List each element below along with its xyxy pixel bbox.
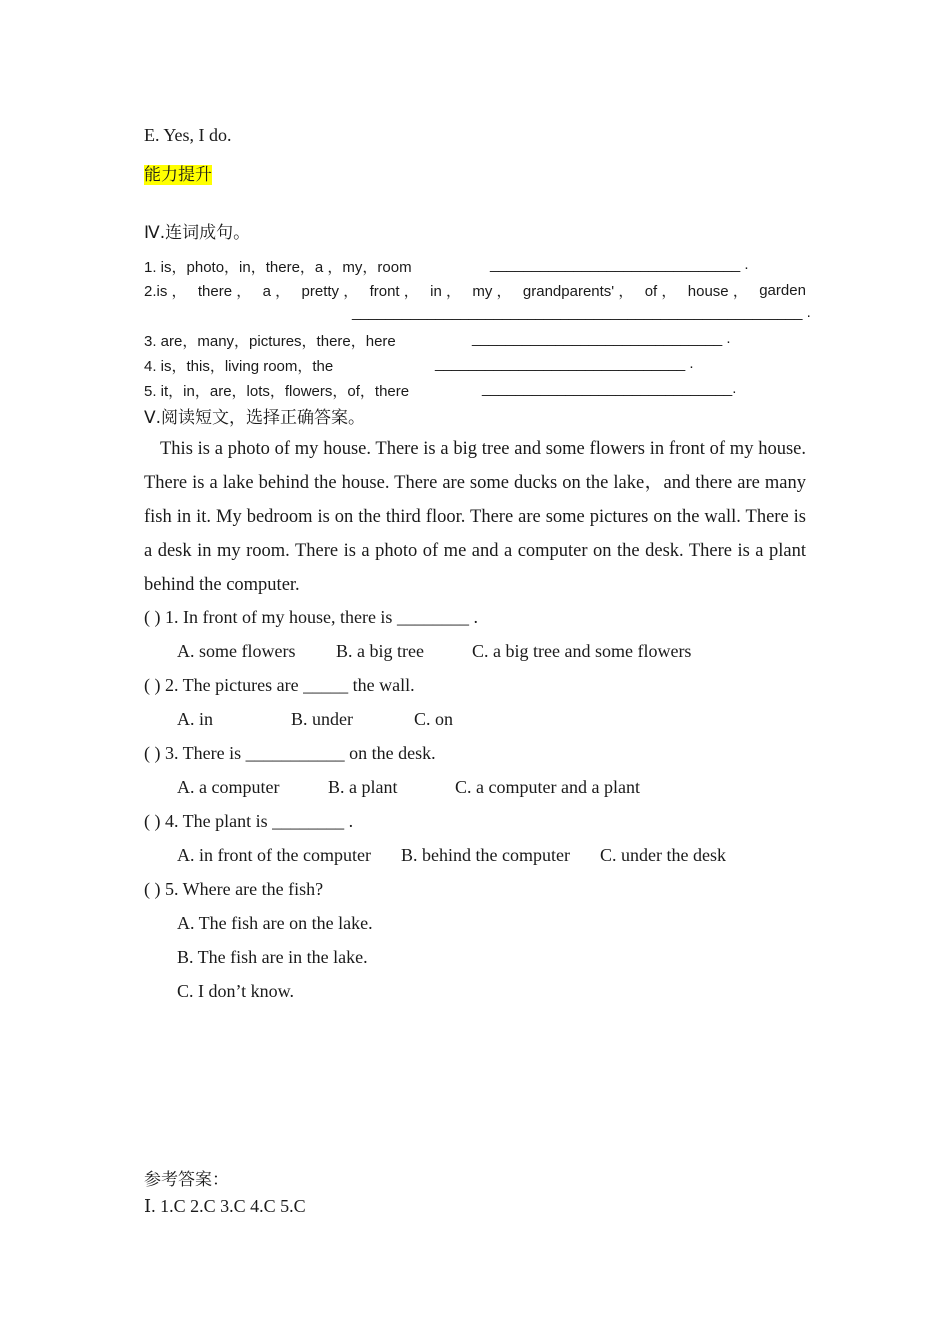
s4-item-2-word: front ， [369,282,419,300]
question-4-stem: ( ) 4. The plant is ________ . [144,811,354,831]
question-4-option-a: A. in front of the computer [177,845,371,865]
ability-heading [144,160,212,185]
s4-item-4-words: 4. is，this，living room，the [144,358,334,375]
question-4-option-b: B. behind the computer [401,845,570,865]
question-1-stem: ( ) 1. In front of my house, there is ________ . [144,607,478,627]
s4-item-2-word: in ， [430,282,461,300]
question-3-option-a: A. a computer [177,777,280,797]
s4-item-2-word: house ， [687,282,748,300]
s4-item-3-blank: ______________________________ . [472,330,731,347]
question-2-option-c: C. on [414,709,454,729]
question-1-option-c: C. a big tree and some flowers [472,641,692,661]
s4-item-5-blank: ______________________________. [482,380,737,397]
s4-item-2-word: my ， [472,282,512,300]
s4-item-3-words: 3. are，many，pictures，there，here [144,333,396,350]
s4-item-1-words: 1. is，photo，in，there，a ，my，room [144,259,412,276]
question-5-option-b: B. The fish are in the lake. [177,947,368,967]
ability-heading-label: 能力提升 [144,165,212,185]
question-4-option-c: C. under the desk [600,845,726,865]
s4-item-2-word: of ， [644,282,677,300]
section-4-title: Ⅳ.连词成句。 [144,223,251,243]
question-1-option-b: B. a big tree [336,641,424,661]
question-5-option-a: A. The fish are on the lake. [177,913,373,933]
s4-item-4-blank: ______________________________ . [435,355,694,372]
option-e-text: E. Yes, I do. [144,125,232,145]
s4-item-2-word: pretty ， [301,282,359,300]
answers-line-1: Ⅰ. 1.C 2.C 3.C 4.C 5.C [144,1196,306,1216]
question-3-option-c: C. a computer and a plant [455,777,640,797]
question-2-option-a: A. in [177,709,213,729]
question-5-stem: ( ) 5. Where are the fish? [144,879,324,899]
s4-item-2-blank: ______________________________________________________ . [352,304,811,321]
answers-heading: 参考答案： [144,1170,229,1190]
reading-passage: This is a photo of my house. There is a big tree and some flowers in front of my house. There is a lake behind the house. There are some ducks on the lake，and there are many fish in it. My bedroom is on the third floor. There are some pictures on the wall. There is a desk in my room. There is a photo of me and a computer on the desk. There is a plant behind the computer. [144,439,806,595]
section-5-title: Ⅴ.阅读短文，选择正确答案。 [144,408,366,428]
question-3-stem: ( ) 3. There is ___________ on the desk. [144,743,436,763]
question-2-stem: ( ) 2. The pictures are _____ the wall. [144,675,415,695]
s4-item-1-blank: ______________________________ . [490,256,749,273]
s4-item-5-words: 5. it，in，are，lots，flowers，of，there [144,383,410,400]
s4-item-2-word: grandparents' ， [522,282,634,300]
question-5-option-c: C. I don’t know. [177,981,294,1001]
s4-item-2-word: a ， [262,282,291,300]
question-1-option-a: A. some flowers [177,641,296,661]
s4-item-2-word: there ， [197,282,252,300]
s4-item-2-word: garden [759,281,806,299]
s4-item-2-words [144,279,806,301]
question-3-option-b: B. a plant [328,777,398,797]
s4-item-2-word: 2.is ， [144,282,187,300]
question-2-option-b: B. under [291,709,353,729]
